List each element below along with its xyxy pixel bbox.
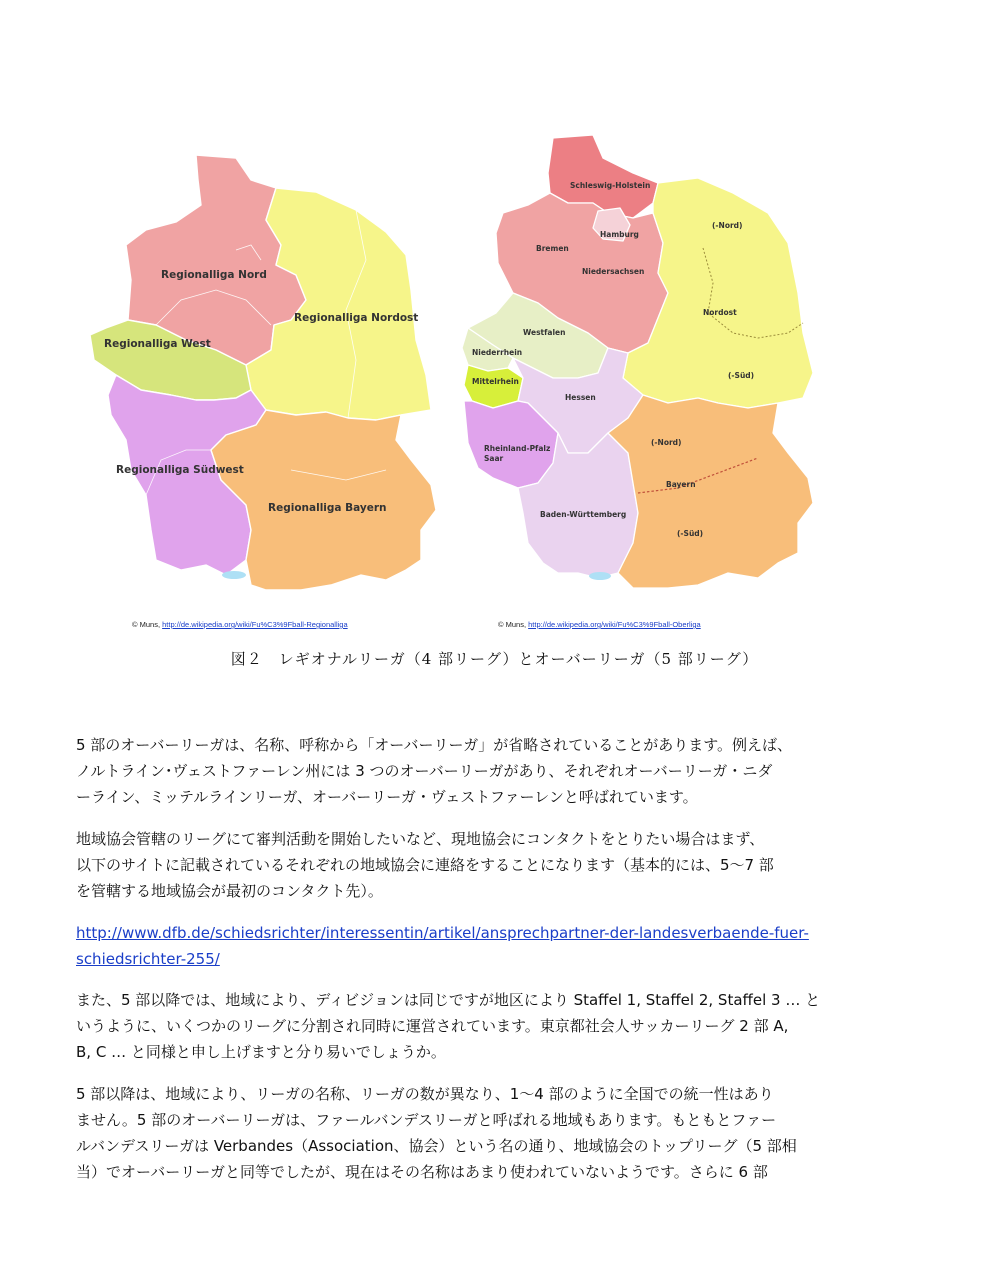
label-regionalliga-bayern: Regionalliga Bayern	[268, 502, 387, 514]
dfb-link-block	[76, 920, 926, 972]
regionalliga-link[interactable]: http://de.wikipedia.org/wiki/Fu%C3%9Fball-Regionalliga	[162, 620, 348, 629]
oberliga-map	[458, 133, 828, 603]
region-bayern	[608, 395, 813, 588]
paragraph-2	[76, 826, 926, 904]
paragraph-line: 地域協会管轄のリーグにて審判活動を開始したいなど、現地協会にコンタクトをとりたい場合はまず、	[76, 830, 765, 848]
label-baden-wuerttemberg: Baden-Württemberg	[540, 510, 627, 519]
regionalliga-credit	[132, 620, 348, 629]
label-saar: Saar	[484, 454, 504, 463]
label-oberliga-sued: (-Süd)	[728, 371, 755, 380]
label-bayern-sued: (-Süd)	[677, 529, 704, 538]
label-westfalen: Westfalen	[523, 328, 566, 337]
label-hamburg: Hamburg	[600, 230, 639, 239]
dfb-link-line-2[interactable]: schiedsrichter-255/	[76, 950, 220, 968]
label-oberliga-nordost: Nordost	[703, 308, 737, 317]
credit-prefix: © Muns,	[132, 620, 163, 629]
paragraph-line: 当）でオーバーリーガと同等でしたが、現在はその名称はあまり使われていないようです。さらに 6 部	[76, 1163, 768, 1181]
label-rheinland-pfalz: Rheinland-Pfalz	[484, 444, 551, 453]
paragraph-line: また、5 部以降では、地域により、ディビジョンは同じですが地区により Staffel 1, Staffel 2, Staffel 3 … と	[76, 991, 821, 1009]
label-regionalliga-nordost: Regionalliga Nordost	[294, 312, 419, 324]
label-niedersachsen: Niedersachsen	[582, 267, 645, 276]
lake-constance	[589, 572, 611, 580]
oberliga-link[interactable]: http://de.wikipedia.org/wiki/Fu%C3%9Fball-Oberliga	[528, 620, 701, 629]
dfb-link-line-1[interactable]: http://www.dfb.de/schiedsrichter/interessentin/artikel/ansprechpartner-der-landesverbaende-fuer-	[76, 924, 809, 942]
paragraph-3	[76, 987, 926, 1065]
label-bayern: Bayern	[666, 480, 696, 489]
oberliga-map-svg	[458, 133, 828, 603]
paragraph-line: 5 部のオーバーリーガは、名称、呼称から「オーバーリーガ」が省略されていることがあります。例えば、	[76, 736, 793, 754]
paragraph-line: ノルトライン･ヴェストファーレン州には 3 つのオーバーリーガがあり、それぞれオーバーリーガ・ニダ	[76, 762, 773, 780]
paragraph-line: ません。5 部のオーバーリーガは、ファールバンデスリーガと呼ばれる地域もあります。もともとファー	[76, 1111, 777, 1129]
label-niederrhein: Niederrhein	[472, 348, 523, 357]
label-bayern-nord: (-Nord)	[651, 438, 682, 447]
oberliga-credit	[498, 620, 701, 629]
label-mittelrhein: Mittelrhein	[472, 377, 519, 386]
label-regionalliga-suedwest: Regionalliga Südwest	[116, 464, 244, 476]
label-bremen: Bremen	[536, 244, 569, 253]
paragraph-4	[76, 1081, 926, 1185]
label-regionalliga-west: Regionalliga West	[104, 338, 211, 350]
paragraph-line: 5 部以降は、地域により、リーガの名称、リーガの数が異なり、1〜4 部のように全国での統一性はあり	[76, 1085, 774, 1103]
label-hessen: Hessen	[565, 393, 596, 402]
paragraph-line: を管轄する地域協会が最初のコンタクト先）。	[76, 882, 383, 900]
label-oberliga-nord: (-Nord)	[712, 221, 743, 230]
region-bayern	[211, 410, 436, 590]
label-regionalliga-nord: Regionalliga Nord	[161, 269, 267, 281]
paragraph-line: ーライン、ミッテルラインリーガ、オーバーリーガ・ヴェストファーレンと呼ばれています。	[76, 788, 698, 806]
label-schleswig-holstein: Schleswig-Holstein	[570, 181, 651, 190]
regionalliga-map-svg	[86, 150, 446, 600]
regionalliga-map	[86, 150, 446, 600]
figure-caption: 図２ レギオナルリーガ（4 部リーグ）とオーバーリーガ（5 部リーグ）	[230, 650, 759, 668]
paragraph-line: 以下のサイトに記載されているそれぞれの地域協会に連絡をすることになります（基本的には、5〜7 部	[76, 856, 774, 874]
paragraph-line: ルバンデスリーガは Verbandes（Association、協会）という名の通り、地域協会のトップリーグ（5 部相	[76, 1137, 797, 1155]
paragraph-1	[76, 732, 926, 810]
credit-prefix: © Muns,	[498, 620, 529, 629]
paragraph-line: B, C … と同様と申し上げますと分り易いでしょうか。	[76, 1043, 446, 1061]
paragraph-line: いうように、いくつかのリーグに分割され同時に運営されています。東京都社会人サッカーリーグ 2 部 A,	[76, 1017, 789, 1035]
lake-constance	[222, 571, 246, 579]
